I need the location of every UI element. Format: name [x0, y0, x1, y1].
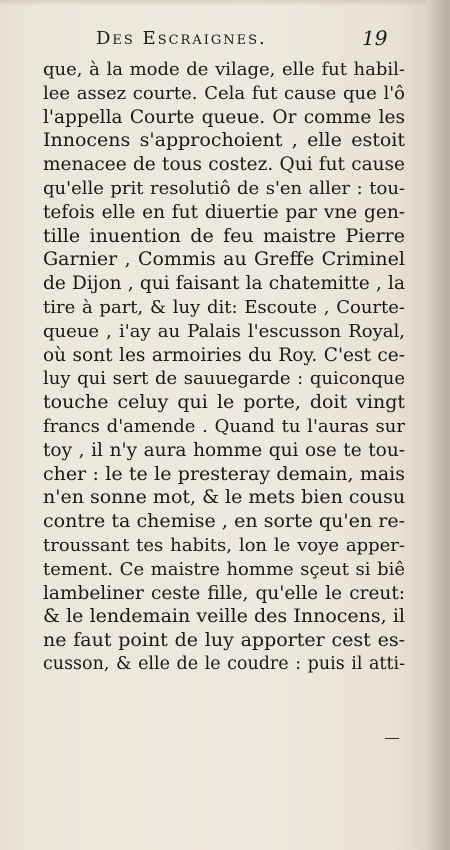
text-line: contre ta chemise , en sorte qu'en re-	[43, 510, 405, 533]
text-line: tire à part, & luy dit: Escoute , Courte-	[43, 296, 405, 318]
text-line: l'appella Courte queue. Or comme les	[43, 106, 405, 128]
text-line: francs d'amende . Quand tu l'auras sur	[43, 415, 405, 437]
text-line: tille inuention de feu maistre Pierre	[43, 224, 405, 247]
text-line: de Dijon , qui faisant la chatemitte , la	[43, 273, 405, 295]
text-line: touche celuy qui le porte, doit vingt	[43, 391, 405, 414]
text-line: que, à la mode de vilage, elle fut habil-	[43, 59, 405, 80]
text-line: menacee de tous costez. Qui fut cause	[43, 154, 405, 176]
page-top-shadow	[0, 0, 426, 6]
page-edge	[426, 0, 450, 850]
text-line: cusson, & elle de le coudre : puis il atti-	[43, 653, 405, 674]
line-end-mark	[385, 738, 399, 740]
text-line: où sont les armoiries du Roy. C'est ce-	[43, 344, 405, 366]
text-line: troussant tes habits, lon le voye apper-	[43, 534, 405, 556]
text-line: Innocens s'approchoient , elle estoit	[43, 129, 405, 152]
body-text	[43, 58, 405, 677]
text-line: Garnier , Commis au Greffe Criminel	[43, 248, 405, 271]
running-head: Des Escraignes.	[96, 28, 267, 49]
text-line: tement. Ce maistre homme sçeut si biê	[43, 558, 405, 580]
text-line: lee assez courte. Cela fut cause que l'ô	[43, 82, 405, 104]
text-line: lambeliner ceste fille, qu'elle le creut:	[43, 582, 405, 604]
page-number: 19	[362, 26, 388, 50]
text-line: & le lendemain veille des Innocens, il	[43, 605, 405, 628]
text-line: luy qui sert de sauuegarde : quiconque	[43, 368, 405, 390]
text-line: qu'elle prit resolutiô de s'en aller : tou-	[43, 177, 405, 199]
text-line: n'en sonne mot, & le mets bien cousu	[43, 486, 405, 509]
text-line: toy , il n'y aura homme qui ose te tou-	[43, 439, 405, 461]
text-line: tefois elle en fut diuertie par vne gen-	[43, 201, 405, 223]
text-line: queue , i'ay au Palais l'escusson Royal,	[43, 320, 405, 342]
page-header	[96, 28, 386, 54]
text-line: cher : le te le presteray demain, mais	[43, 462, 405, 485]
text-line: ne faut point de luy apporter cest es-	[43, 629, 405, 652]
